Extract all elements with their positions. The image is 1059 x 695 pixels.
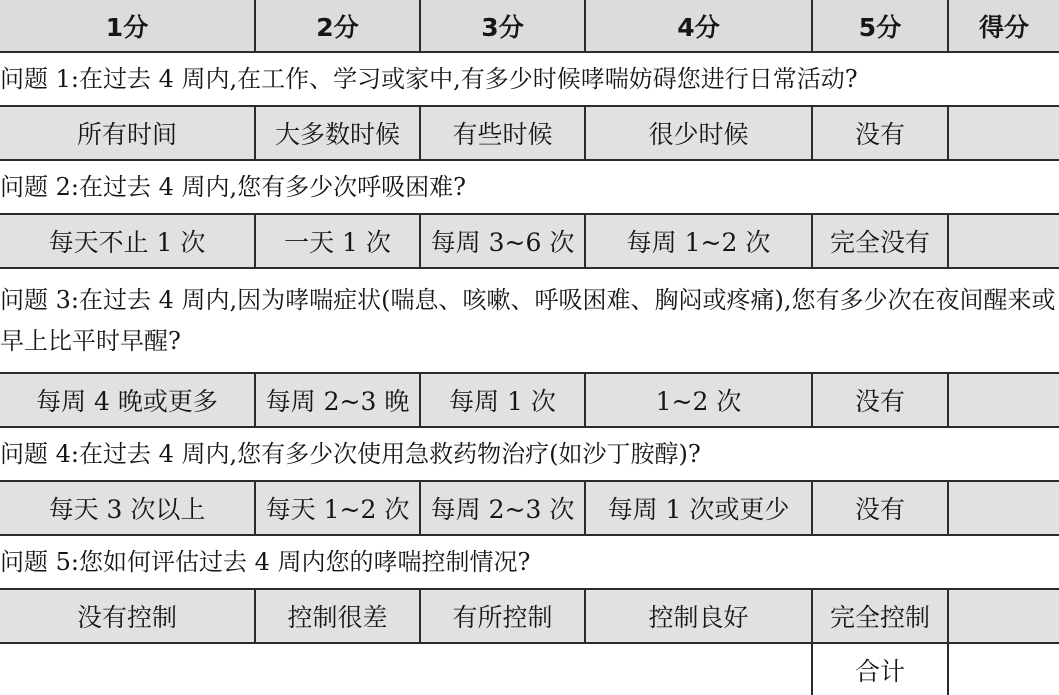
header-row <box>0 0 1059 52</box>
total-label: 合计 <box>812 643 948 695</box>
q2-option-5[interactable]: 完全没有 <box>812 214 948 268</box>
q3-option-3[interactable]: 每周 1 次 <box>420 373 585 427</box>
q2-option-2[interactable]: 一天 1 次 <box>255 214 420 268</box>
q4-option-4[interactable]: 每周 1 次或更少 <box>585 481 812 535</box>
q3-option-2[interactable]: 每周 2~3 晚 <box>255 373 420 427</box>
q2-score-cell[interactable] <box>948 214 1059 268</box>
question-row-2 <box>0 160 1059 214</box>
options-row-3 <box>0 373 1059 427</box>
q5-option-4[interactable]: 控制良好 <box>585 589 812 643</box>
q4-option-5[interactable]: 没有 <box>812 481 948 535</box>
question-row-4 <box>0 427 1059 481</box>
q3-option-1[interactable]: 每周 4 晚或更多 <box>0 373 255 427</box>
header-score-column: 得分 <box>948 0 1059 52</box>
q5-option-1[interactable]: 没有控制 <box>0 589 255 643</box>
total-row <box>0 643 1059 695</box>
q5-option-2[interactable]: 控制很差 <box>255 589 420 643</box>
question-5-text: 问题 5:您如何评估过去 4 周内您的哮喘控制情况? <box>0 535 1059 589</box>
q3-score-cell[interactable] <box>948 373 1059 427</box>
q2-option-1[interactable]: 每天不止 1 次 <box>0 214 255 268</box>
q1-score-cell[interactable] <box>948 106 1059 160</box>
q3-option-5[interactable]: 没有 <box>812 373 948 427</box>
options-row-4 <box>0 481 1059 535</box>
header-score-3: 3分 <box>420 0 585 52</box>
header-score-5: 5分 <box>812 0 948 52</box>
question-4-text: 问题 4:在过去 4 周内,您有多少次使用急救药物治疗(如沙丁胺醇)? <box>0 427 1059 481</box>
q1-option-4[interactable]: 很少时候 <box>585 106 812 160</box>
total-spacer <box>0 643 812 695</box>
question-3-text: 问题 3:在过去 4 周内,因为哮喘症状(喘息、咳嗽、呼吸困难、胸闷或疼痛),您有多少次在夜间醒来或早上比平时早醒? <box>0 268 1059 373</box>
total-score-cell[interactable] <box>948 643 1059 695</box>
question-2-text: 问题 2:在过去 4 周内,您有多少次呼吸困难? <box>0 160 1059 214</box>
options-row-2 <box>0 214 1059 268</box>
q2-option-3[interactable]: 每周 3~6 次 <box>420 214 585 268</box>
options-row-5 <box>0 589 1059 643</box>
q1-option-1[interactable]: 所有时间 <box>0 106 255 160</box>
q4-option-3[interactable]: 每周 2~3 次 <box>420 481 585 535</box>
q1-option-2[interactable]: 大多数时候 <box>255 106 420 160</box>
header-score-2: 2分 <box>255 0 420 52</box>
q4-score-cell[interactable] <box>948 481 1059 535</box>
q3-option-4[interactable]: 1~2 次 <box>585 373 812 427</box>
question-row-5 <box>0 535 1059 589</box>
q2-option-4[interactable]: 每周 1~2 次 <box>585 214 812 268</box>
q5-option-3[interactable]: 有所控制 <box>420 589 585 643</box>
q4-option-1[interactable]: 每天 3 次以上 <box>0 481 255 535</box>
q1-option-3[interactable]: 有些时候 <box>420 106 585 160</box>
options-row-1 <box>0 106 1059 160</box>
q5-score-cell[interactable] <box>948 589 1059 643</box>
question-row-1 <box>0 52 1059 106</box>
q4-option-2[interactable]: 每天 1~2 次 <box>255 481 420 535</box>
header-score-4: 4分 <box>585 0 812 52</box>
question-1-text: 问题 1:在过去 4 周内,在工作、学习或家中,有多少时候哮喘妨碍您进行日常活动? <box>0 52 1059 106</box>
header-score-1: 1分 <box>0 0 255 52</box>
question-row-3 <box>0 268 1059 373</box>
q5-option-5[interactable]: 完全控制 <box>812 589 948 643</box>
q1-option-5[interactable]: 没有 <box>812 106 948 160</box>
